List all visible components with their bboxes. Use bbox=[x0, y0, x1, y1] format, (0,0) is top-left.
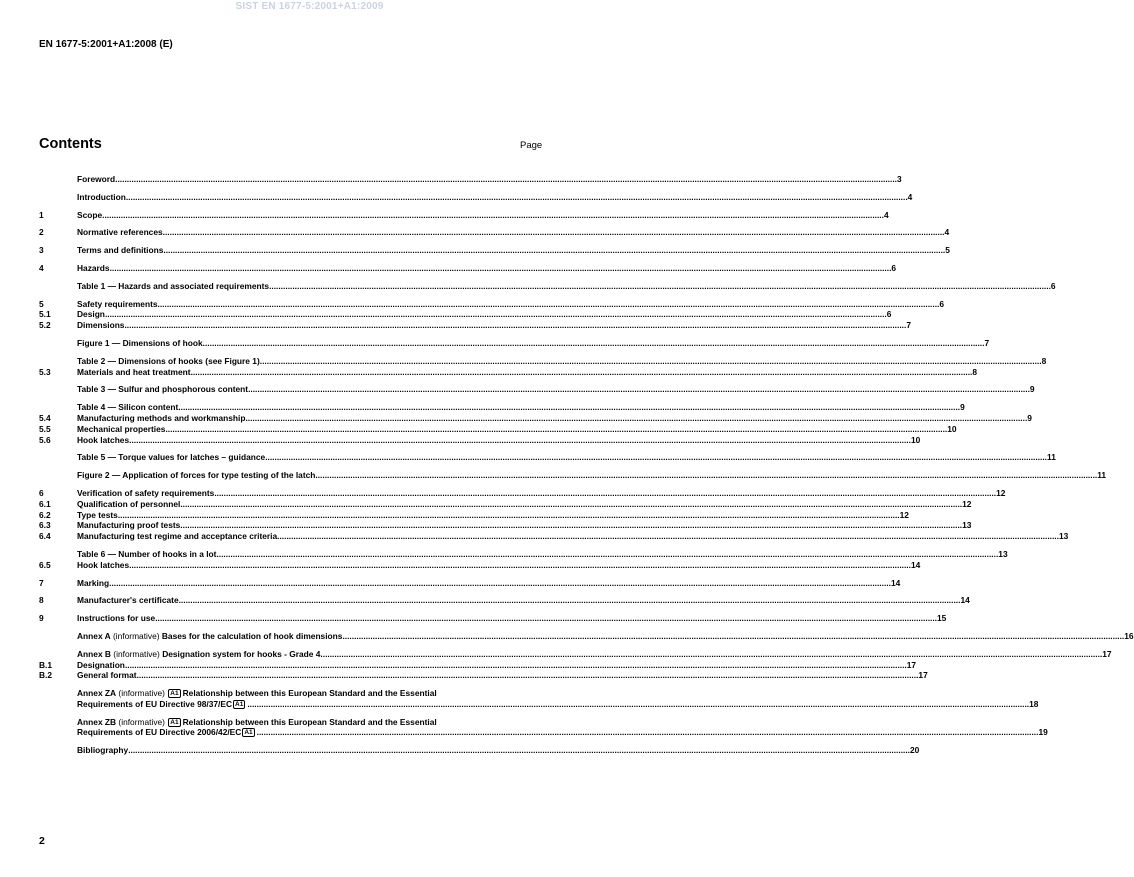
toc-line-continuation bbox=[39, 698, 1039, 710]
toc-entry-text: General format bbox=[77, 670, 137, 681]
toc-entry-page: 5 bbox=[945, 245, 950, 256]
toc-entry[interactable] bbox=[39, 670, 928, 681]
toc-entry-number: 3 bbox=[39, 245, 44, 256]
toc-entry[interactable] bbox=[39, 309, 892, 320]
toc-entry[interactable] bbox=[39, 262, 897, 274]
toc-entry-text: Table 3 — Sulfur and phosphorous content bbox=[77, 384, 249, 395]
toc-line bbox=[39, 337, 990, 349]
dot-leader bbox=[165, 424, 947, 435]
toc-line bbox=[39, 423, 957, 435]
toc-entry-continuation-text: Requirements of EU Directive 2006/42/EC bbox=[77, 727, 242, 738]
toc-entry-title-continued bbox=[39, 699, 247, 710]
dot-leader bbox=[115, 174, 897, 185]
dot-leader bbox=[203, 338, 985, 349]
toc-entry-title bbox=[77, 384, 248, 395]
toc-entry-page: 14 bbox=[960, 595, 970, 606]
toc-entry[interactable] bbox=[39, 337, 990, 349]
toc-entry[interactable] bbox=[39, 548, 1008, 560]
dot-leader bbox=[105, 309, 887, 320]
amendment-end-marker: A1 bbox=[244, 729, 253, 737]
dot-leader bbox=[277, 531, 1059, 542]
toc-entry[interactable] bbox=[39, 659, 917, 671]
dot-leader bbox=[124, 320, 906, 331]
toc-entry-number: 5.3 bbox=[39, 366, 51, 377]
dot-leader bbox=[320, 649, 1102, 660]
toc-entry-page: 13 bbox=[1058, 531, 1069, 542]
toc-line bbox=[39, 613, 947, 624]
toc-entry-title bbox=[77, 531, 277, 542]
toc-entry-text: Table 2 — Dimensions of hooks (see Figure 1) bbox=[77, 355, 260, 366]
toc-entry[interactable] bbox=[39, 498, 972, 510]
toc-entry[interactable] bbox=[39, 509, 909, 521]
dot-leader bbox=[155, 613, 937, 624]
toc-entry-title bbox=[77, 688, 437, 699]
toc-entry-title bbox=[77, 263, 110, 274]
toc-entry-title bbox=[77, 281, 269, 292]
toc-entry[interactable] bbox=[39, 191, 913, 203]
toc-entry-text: Hook latches bbox=[77, 434, 130, 445]
toc-entry-text: Marking bbox=[77, 577, 110, 588]
toc-line bbox=[39, 209, 889, 221]
toc-line bbox=[39, 595, 970, 606]
toc-line bbox=[39, 648, 1112, 660]
dot-leader bbox=[257, 727, 1039, 738]
toc-entry-page: 3 bbox=[896, 174, 902, 184]
toc-entry-page: 17 bbox=[1102, 648, 1112, 659]
toc-line bbox=[39, 320, 911, 331]
toc-entry-title bbox=[77, 174, 115, 185]
dot-leader bbox=[129, 435, 911, 446]
toc-entry-text: Manufacturer's certificate bbox=[77, 595, 179, 606]
toc-entry-title bbox=[77, 192, 126, 203]
page-number: 2 bbox=[39, 835, 45, 847]
toc-entry-page: 8 bbox=[972, 366, 978, 377]
toc-entry-page: 12 bbox=[996, 487, 1006, 498]
toc-entry-text: Scope bbox=[77, 209, 103, 220]
toc-line bbox=[39, 498, 972, 510]
toc-entry[interactable] bbox=[39, 577, 901, 589]
toc-entry[interactable] bbox=[39, 423, 957, 435]
toc-entry-title-continued bbox=[39, 727, 257, 738]
toc-line bbox=[39, 487, 1006, 499]
toc-entry-number: 7 bbox=[39, 577, 44, 588]
toc-entry-number: 5.6 bbox=[39, 434, 51, 445]
dot-leader bbox=[269, 281, 1051, 292]
toc-line bbox=[39, 688, 545, 699]
toc-entry-title bbox=[77, 402, 178, 413]
toc-entry-text: Normative references bbox=[77, 227, 163, 238]
toc-entry-text: Relationship between this European Standard and the Essential bbox=[182, 688, 437, 699]
toc-entry-page: 10 bbox=[947, 423, 957, 434]
toc-entry-title bbox=[77, 660, 125, 671]
toc-entry-page: 6 bbox=[939, 298, 945, 309]
toc-line bbox=[39, 745, 920, 756]
toc-entry-title bbox=[77, 578, 109, 589]
toc-line bbox=[39, 548, 1008, 560]
toc-entry-page: 14 bbox=[910, 559, 921, 570]
amendment-start-marker: A1 bbox=[170, 718, 179, 726]
toc-entry[interactable] bbox=[39, 688, 1039, 710]
toc-entry-title bbox=[77, 356, 260, 367]
toc-entry[interactable] bbox=[39, 384, 1035, 395]
toc-entry[interactable] bbox=[39, 227, 950, 238]
dot-leader bbox=[118, 510, 900, 521]
dot-leader bbox=[245, 413, 1027, 424]
toc-entry-page: 7 bbox=[984, 337, 990, 348]
dot-leader bbox=[163, 227, 945, 238]
dot-leader bbox=[247, 699, 1029, 710]
dot-leader bbox=[180, 520, 962, 531]
toc-entry[interactable] bbox=[39, 402, 965, 413]
toc-entry-page: 12 bbox=[962, 498, 972, 509]
toc-entry-page: 6 bbox=[886, 309, 892, 320]
dot-leader bbox=[315, 470, 1097, 481]
dot-leader bbox=[260, 356, 1042, 367]
toc-entry[interactable] bbox=[39, 320, 911, 331]
dot-leader bbox=[179, 595, 961, 606]
toc-entry-number: 5.4 bbox=[39, 412, 51, 423]
toc-entry-page: 20 bbox=[910, 745, 920, 756]
amendment-start-marker: A1 bbox=[170, 690, 179, 698]
toc-entry-number: 6.4 bbox=[39, 531, 51, 542]
toc-entry-page: 18 bbox=[1029, 698, 1039, 709]
toc-entry-page: 9 bbox=[960, 402, 965, 413]
dot-leader bbox=[248, 384, 1030, 395]
toc-line bbox=[39, 174, 902, 185]
toc-line bbox=[39, 191, 913, 203]
toc-entry-text: Table 6 — Number of hooks in a lot bbox=[77, 548, 217, 559]
toc-entry-text: Designation bbox=[77, 659, 125, 670]
dot-leader bbox=[191, 367, 973, 378]
document-id: EN 1677-5:2001+A1:2008 (E) bbox=[39, 39, 173, 50]
toc-entry-page: 13 bbox=[962, 520, 972, 531]
toc-entry-title bbox=[77, 613, 155, 624]
toc-entry-page: 13 bbox=[998, 548, 1008, 559]
toc-line bbox=[39, 355, 1047, 367]
toc-line bbox=[39, 559, 921, 571]
toc-entry[interactable] bbox=[39, 280, 1056, 292]
toc-line bbox=[39, 434, 921, 446]
toc-entry-title bbox=[77, 424, 165, 435]
toc-line bbox=[39, 452, 1056, 463]
toc-entry-text: Table 4 — Silicon content bbox=[77, 402, 179, 413]
toc-entry-page: 11 bbox=[1097, 470, 1107, 481]
toc-line-continuation bbox=[39, 727, 1048, 738]
toc-entry-number: 8 bbox=[39, 595, 44, 606]
toc-line bbox=[39, 402, 965, 413]
toc-entry-title bbox=[77, 245, 163, 256]
toc-entry[interactable] bbox=[39, 174, 902, 185]
toc-entry-text: Manufacturing test regime and acceptance criteria bbox=[77, 531, 278, 542]
dot-leader bbox=[214, 488, 996, 499]
toc-entry-page: 6 bbox=[1050, 280, 1056, 291]
toc-entry-page: 7 bbox=[906, 320, 911, 331]
toc-line bbox=[39, 509, 909, 521]
toc-entry-title bbox=[77, 320, 124, 331]
toc-entry-title bbox=[77, 338, 203, 349]
toc-entry-title bbox=[77, 470, 315, 481]
toc-entry-page: 19 bbox=[1038, 727, 1048, 738]
toc-entry-text: Table 1 — Hazards and associated requirements bbox=[77, 280, 270, 291]
toc-entry-continuation-text: Requirements of EU Directive 98/37/EC bbox=[77, 698, 232, 709]
toc-entry-page: 12 bbox=[899, 509, 909, 520]
annex-label: Annex ZA bbox=[77, 688, 117, 699]
toc-entry-number: 6.1 bbox=[39, 498, 51, 509]
toc-entry[interactable] bbox=[39, 487, 1006, 499]
toc-entry-title bbox=[77, 227, 163, 238]
toc-entry-page: 6 bbox=[891, 262, 897, 273]
toc-entry-text: Verification of safety requirements bbox=[77, 487, 215, 498]
toc-entry-page: 10 bbox=[910, 434, 921, 445]
toc-line bbox=[39, 412, 1032, 424]
toc-line bbox=[39, 366, 978, 378]
toc-entry[interactable] bbox=[39, 559, 921, 571]
toc-entry[interactable] bbox=[39, 434, 921, 446]
annex-type: (informative) bbox=[116, 716, 168, 727]
toc-entry-number: 4 bbox=[39, 262, 44, 273]
dot-leader bbox=[110, 263, 892, 274]
toc-entry[interactable] bbox=[39, 245, 950, 256]
toc-line bbox=[39, 227, 950, 238]
toc-entry-text: Figure 1 — Dimensions of hook bbox=[77, 337, 203, 348]
toc-entry-page: 8 bbox=[1041, 355, 1047, 366]
toc-line bbox=[39, 245, 950, 256]
toc-entry-page: 17 bbox=[906, 659, 917, 670]
toc-entry-text: Safety requirements bbox=[77, 298, 158, 309]
toc-line bbox=[39, 577, 901, 589]
toc-entry-text: Hook latches bbox=[77, 559, 130, 570]
toc-entry-text: Terms and definitions bbox=[77, 245, 164, 256]
dot-leader bbox=[178, 402, 960, 413]
toc-entry-title bbox=[77, 631, 342, 642]
dot-leader bbox=[129, 560, 911, 571]
toc-entry-number: 9 bbox=[39, 613, 44, 624]
toc-entry-title bbox=[77, 560, 129, 571]
toc-entry[interactable] bbox=[39, 595, 970, 606]
toc-entry-title bbox=[77, 413, 245, 424]
dot-leader bbox=[163, 245, 945, 256]
toc-entry-number: 6.2 bbox=[39, 509, 51, 520]
toc-entry-text: Foreword bbox=[77, 174, 116, 184]
toc-line bbox=[39, 670, 928, 681]
toc-line bbox=[39, 531, 1069, 542]
toc-entry[interactable] bbox=[39, 470, 1107, 481]
toc-entry-title bbox=[77, 309, 105, 320]
toc-line bbox=[39, 717, 545, 728]
toc-entry[interactable] bbox=[39, 412, 1032, 424]
toc-entry-number: 6 bbox=[39, 487, 44, 498]
toc-entry-text: Figure 2 — Application of forces for type testing of the latch bbox=[77, 470, 316, 481]
toc-entry-text: Type tests bbox=[77, 509, 118, 520]
toc-line bbox=[39, 262, 897, 274]
toc-entry-number: 5.5 bbox=[39, 423, 51, 434]
dot-leader bbox=[158, 299, 940, 310]
toc-entry-title bbox=[77, 595, 179, 606]
toc-entry[interactable] bbox=[39, 531, 1069, 542]
toc-entry-text: Materials and heat treatment bbox=[77, 366, 191, 377]
toc-entry-text: Mechanical properties bbox=[77, 423, 166, 434]
toc-entry-number: B.2 bbox=[39, 670, 53, 681]
toc-entry-text: Introduction bbox=[77, 191, 126, 202]
toc-entry[interactable] bbox=[39, 298, 945, 310]
toc-entry-number: 1 bbox=[39, 209, 44, 220]
toc-entry-title bbox=[77, 510, 118, 521]
toc-entry[interactable] bbox=[39, 613, 947, 624]
toc-entry-title bbox=[77, 488, 214, 499]
toc-entry-text: Manufacturing methods and workmanship bbox=[77, 412, 246, 423]
toc-entry-text: Hazards bbox=[77, 262, 110, 273]
toc-entry[interactable] bbox=[39, 630, 1134, 642]
annex-type: (informative) bbox=[116, 688, 168, 699]
dot-leader bbox=[102, 210, 884, 221]
toc-entry-title bbox=[77, 520, 180, 531]
toc-entry-title bbox=[77, 452, 265, 463]
toc-entry-text: Instructions for use bbox=[77, 613, 156, 624]
annex-label: Annex ZB bbox=[77, 716, 117, 727]
toc-entry[interactable] bbox=[39, 716, 1048, 739]
toc-line bbox=[39, 659, 917, 671]
watermark: SIST EN 1677-5:2001+A1:2009 bbox=[235, 1, 384, 12]
toc-entry-title bbox=[77, 549, 216, 560]
toc-entry-title bbox=[77, 649, 320, 660]
dot-leader bbox=[137, 670, 919, 681]
dot-leader bbox=[128, 745, 910, 756]
toc-entry-number: 6.5 bbox=[39, 559, 51, 570]
toc-line bbox=[39, 470, 1107, 481]
toc-entry-title bbox=[77, 299, 158, 310]
toc-entry-page: 16 bbox=[1124, 630, 1134, 641]
toc-line bbox=[39, 520, 972, 531]
toc-entry[interactable] bbox=[39, 520, 972, 531]
toc-entry[interactable] bbox=[39, 366, 978, 378]
page-column-label: Page bbox=[520, 140, 543, 151]
dot-leader bbox=[125, 660, 907, 671]
toc-entry-title bbox=[77, 499, 180, 510]
toc-entry-text: Bibliography bbox=[77, 745, 129, 756]
table-of-contents bbox=[39, 174, 1134, 756]
toc-entry[interactable] bbox=[39, 355, 1047, 367]
toc-line bbox=[39, 630, 1134, 642]
toc-entry-text: Qualification of personnel bbox=[77, 498, 181, 509]
toc-line bbox=[39, 280, 1056, 292]
toc-entry-page: 11 bbox=[1047, 452, 1056, 463]
toc-entry-title bbox=[77, 210, 102, 221]
toc-entry[interactable] bbox=[39, 648, 1112, 660]
toc-entry-page: 15 bbox=[937, 613, 947, 624]
amendment-end-marker: A1 bbox=[235, 700, 244, 708]
toc-entry-number: 6.3 bbox=[39, 520, 51, 531]
toc-entry-number: 2 bbox=[39, 227, 44, 238]
toc-entry-text: Dimensions bbox=[77, 320, 125, 331]
toc-entry-text: Designation system for hooks - Grade 4 bbox=[162, 648, 321, 659]
toc-entry-title bbox=[77, 367, 191, 378]
dot-leader bbox=[180, 499, 962, 510]
toc-entry-number: B.1 bbox=[39, 659, 53, 670]
toc-entry[interactable] bbox=[39, 209, 889, 221]
dot-leader bbox=[216, 549, 998, 560]
toc-entry-page: 9 bbox=[1029, 384, 1035, 395]
toc-line bbox=[39, 298, 945, 310]
dot-leader bbox=[342, 631, 1124, 642]
toc-line bbox=[39, 309, 892, 320]
toc-entry-number: 5.2 bbox=[39, 320, 51, 331]
toc-entry[interactable] bbox=[39, 745, 920, 756]
dot-leader bbox=[265, 452, 1047, 463]
toc-entry-page: 4 bbox=[944, 227, 950, 238]
dot-leader bbox=[109, 578, 891, 589]
toc-entry-page: 17 bbox=[918, 670, 928, 681]
toc-entry-text: Bases for the calculation of hook dimensions bbox=[161, 630, 343, 641]
toc-line bbox=[39, 384, 1035, 395]
toc-entry-number: 5 bbox=[39, 298, 44, 309]
toc-entry-title bbox=[77, 745, 128, 756]
annex-label: Annex A bbox=[77, 630, 111, 641]
toc-entry[interactable] bbox=[39, 452, 1056, 463]
toc-entry-page: 4 bbox=[907, 191, 913, 202]
toc-entry-text: Table 5 — Torque values for latches – guidance bbox=[77, 452, 266, 463]
toc-entry-text: Relationship between this European Standard and the Essential bbox=[182, 716, 437, 727]
toc-entry-number: 5.1 bbox=[39, 309, 51, 320]
toc-entry-title bbox=[77, 670, 137, 681]
toc-entry-text: Manufacturing proof tests bbox=[77, 520, 181, 531]
dot-leader bbox=[126, 192, 908, 203]
toc-entry-title bbox=[77, 435, 129, 446]
annex-label: Annex B bbox=[77, 648, 111, 659]
toc-entry-text: Design bbox=[77, 309, 105, 320]
toc-entry-page: 4 bbox=[883, 209, 889, 220]
toc-entry-page: 9 bbox=[1027, 412, 1032, 423]
contents-title: Contents bbox=[39, 136, 102, 152]
toc-entry-page: 14 bbox=[890, 577, 901, 588]
annex-type: (informative) bbox=[110, 648, 163, 659]
annex-type: (informative) bbox=[110, 630, 162, 641]
toc-entry-title bbox=[77, 717, 437, 728]
